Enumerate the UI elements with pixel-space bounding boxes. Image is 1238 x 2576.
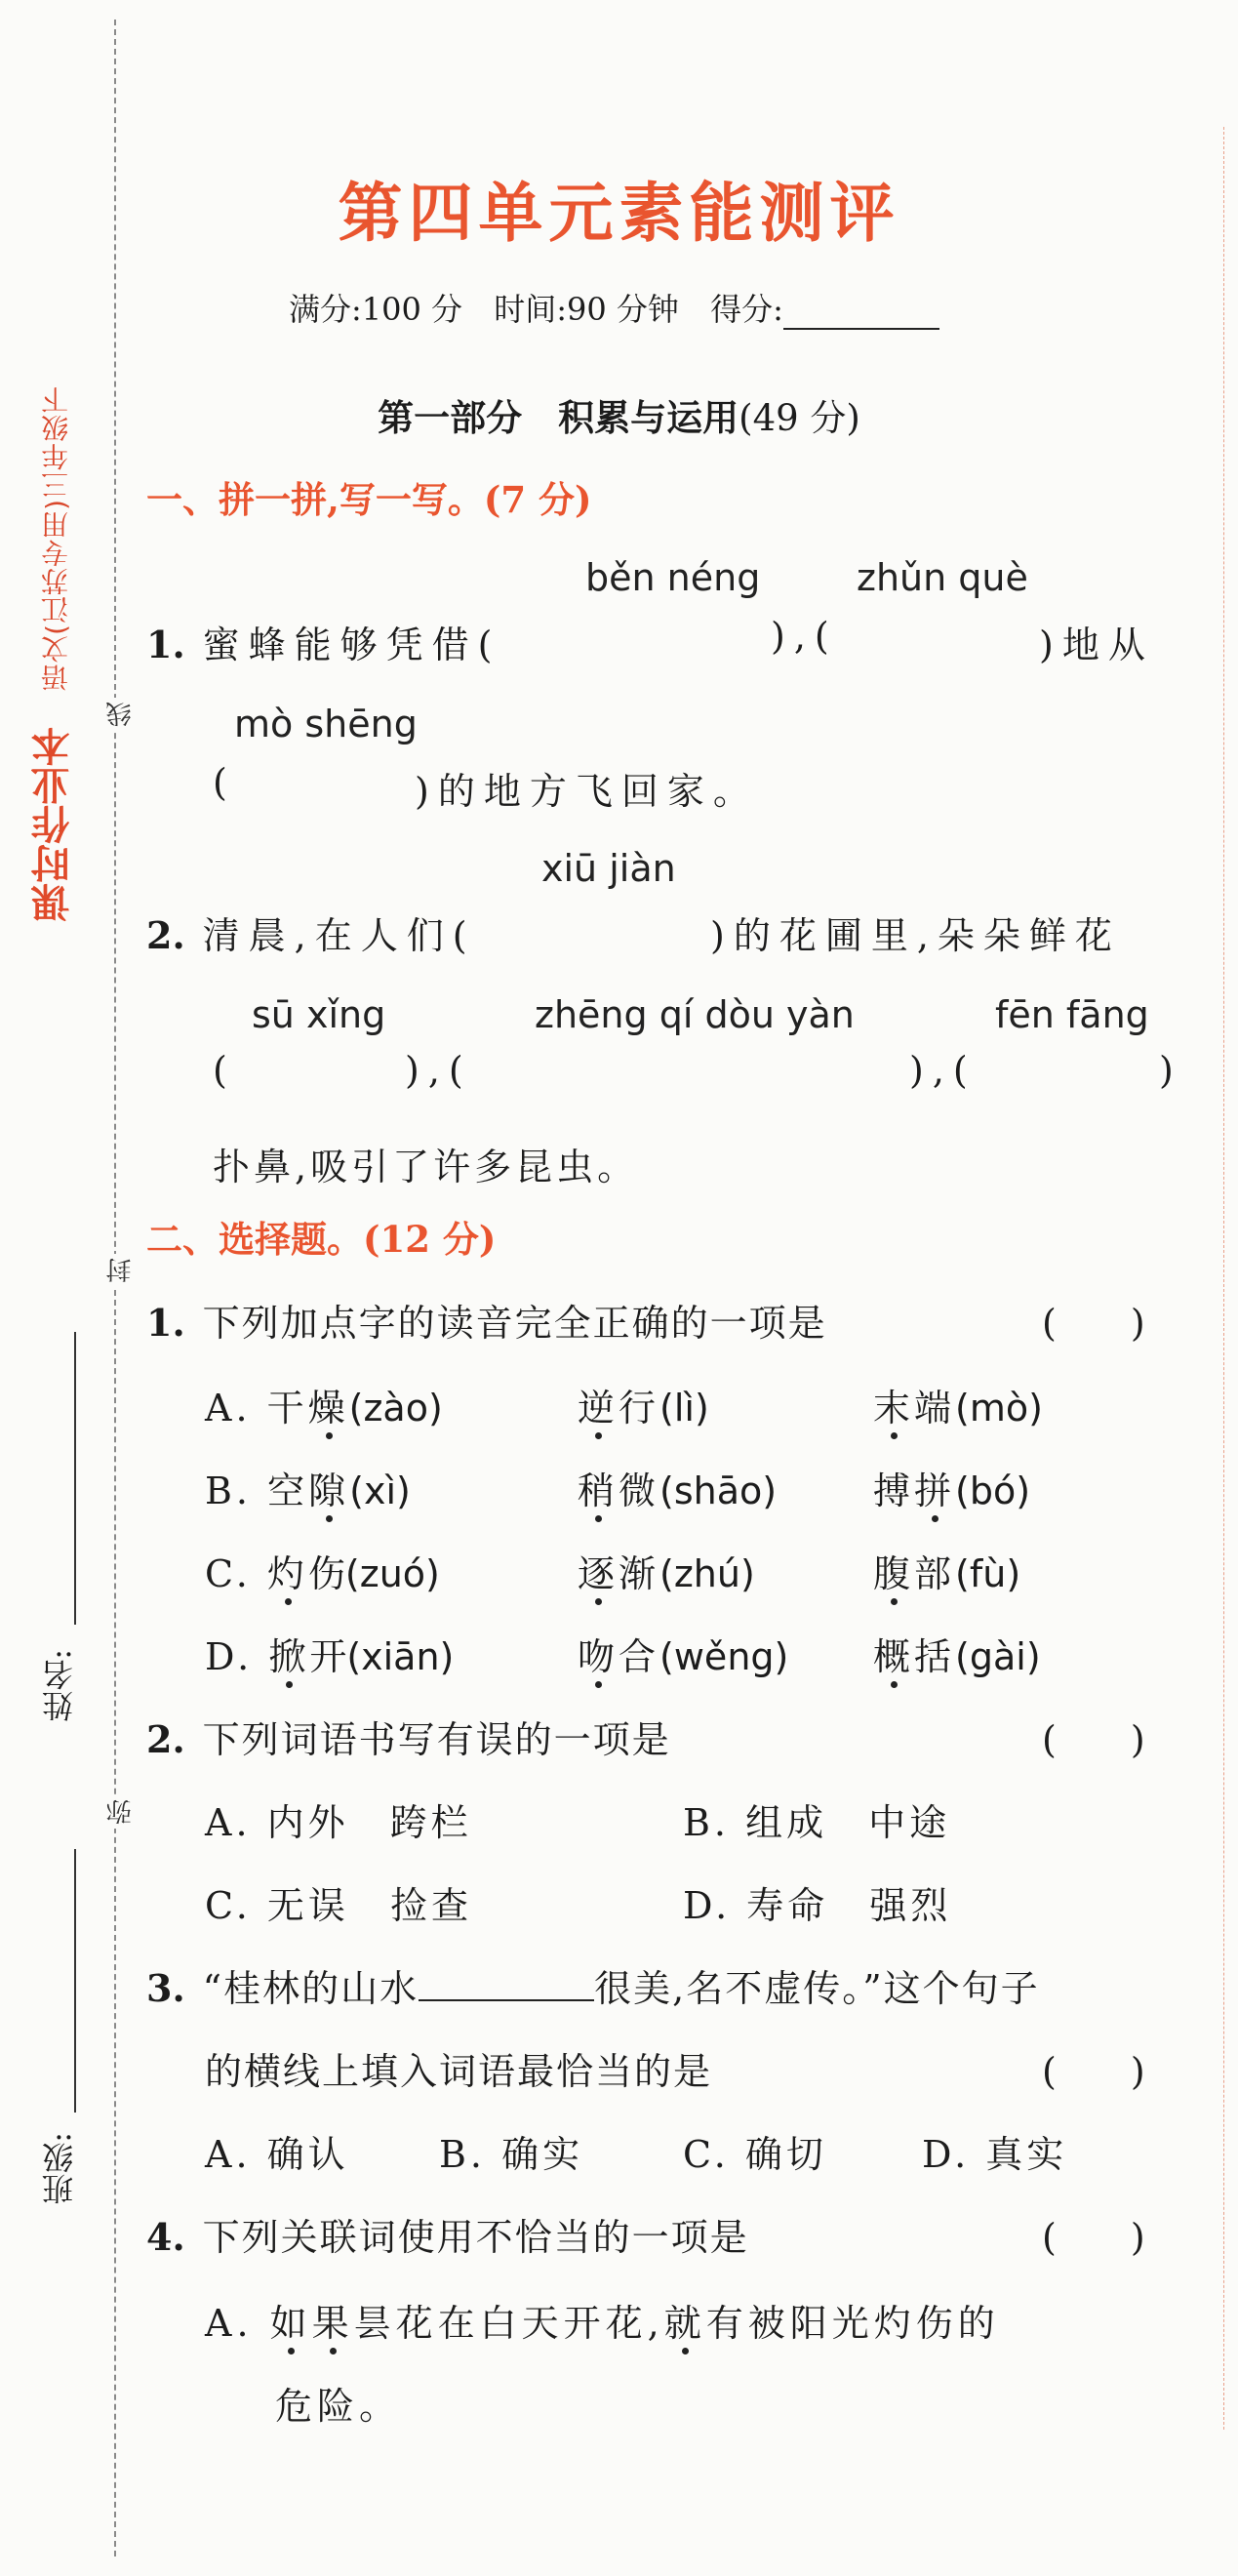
mc-q3-stem (146, 1958, 1040, 2012)
q1-text-e: )的地方飞回家。 (415, 770, 759, 813)
pinyin-xiu-jian: xiū jiàn (541, 847, 676, 890)
option-label: D. (922, 2133, 971, 2176)
q1-blank-sep: ),( (771, 615, 838, 658)
option-text: 昙花在白天开花, (353, 2302, 664, 2345)
q2-text-a: 清晨,在人们( (202, 914, 476, 957)
mc-q4-stem (146, 2207, 749, 2261)
q1-text-a: 蜜蜂能够凭借( (202, 624, 501, 666)
mc-q3-option-a (205, 2124, 349, 2178)
mc-q1-option-a3 (873, 1378, 1043, 1431)
mc-q2-number: 2. (146, 1717, 185, 1761)
mc-q1-option-b3 (873, 1461, 1030, 1514)
pinyin-su-xing: sū xǐng (252, 993, 386, 1036)
dotted-char: 如 (269, 2302, 312, 2345)
mc-q1-option-b2 (578, 1461, 777, 1514)
mc-q4-number: 4. (146, 2215, 185, 2259)
option-label: A. (205, 2302, 254, 2345)
option-word: 强烈 (869, 1884, 952, 1927)
option-word: 组成 (745, 1801, 828, 1844)
exam-time: 时间:90 分钟 (494, 291, 679, 328)
option-pinyin: (gài) (955, 1635, 1041, 1678)
option-pinyin: (wěng) (659, 1635, 789, 1678)
mc-q4-answer-paren[interactable]: ( ) (1042, 2216, 1145, 2259)
mc-q2-option-c (205, 1875, 472, 1929)
mc-q3-text-a: “桂林的山水 (202, 1967, 419, 2010)
pinyin-mo-sheng: mò shēng (234, 703, 418, 745)
cut-label-close: 弥 (102, 1795, 139, 1829)
name-write-line[interactable] (74, 1332, 76, 1625)
mc-q1-answer-paren[interactable]: ( ) (1042, 1302, 1145, 1345)
cut-label-line: 线 (102, 698, 139, 731)
q1-line1 (146, 615, 501, 668)
option-label: B. (683, 1801, 731, 1844)
option-char: 渐 (619, 1552, 660, 1595)
option-char: 括 (914, 1635, 956, 1678)
dotted-char: 掀 (268, 1635, 310, 1678)
brand-logo: 课时作业本 (31, 727, 76, 922)
dotted-char: 灼 (266, 1552, 308, 1595)
exam-meta (289, 285, 961, 330)
q1-number: 1. (146, 623, 185, 666)
q2-blank-sep2: ),( (909, 1049, 977, 1092)
mc-q1-text: 下列加点字的读音完全正确的一项是 (202, 1302, 827, 1345)
option-char: 微 (619, 1469, 660, 1512)
option-pinyin: (zhú) (659, 1552, 755, 1595)
mc-q4-option-a-cont: 危险。 (275, 2385, 402, 2428)
dotted-char: 概 (873, 1635, 915, 1678)
dotted-char: 拼 (914, 1469, 956, 1512)
mc-q3-answer-paren[interactable]: ( ) (1042, 2050, 1145, 2093)
option-label: B. (205, 1469, 253, 1512)
q2-number: 2. (146, 913, 185, 957)
option-char: 干 (266, 1387, 308, 1429)
dotted-char: 果 (311, 2302, 354, 2345)
option-label: A. (205, 1801, 252, 1844)
option-word: 确切 (744, 2133, 827, 2176)
dotted-char: 逐 (578, 1552, 619, 1595)
q2-blank-sep1: ),( (405, 1049, 472, 1092)
cut-label-seal: 封 (102, 1254, 139, 1287)
mc-q4-text: 下列关联词使用不恰当的一项是 (202, 2216, 749, 2259)
option-label: A. (205, 2133, 252, 2176)
mc-q3-fill-blank[interactable] (419, 1970, 594, 2001)
part-one-points: (49 分) (739, 397, 860, 439)
option-word: 跨栏 (389, 1801, 472, 1844)
q2-blank-close: ) (1159, 1049, 1182, 1092)
q2-line1 (146, 906, 476, 959)
option-label: D. (683, 1884, 732, 1927)
mc-q2-stem (146, 1710, 671, 1763)
mc-q3-number: 3. (146, 1966, 185, 2010)
option-pinyin: (shāo) (659, 1469, 778, 1512)
pinyin-fen-fang: fēn fāng (995, 993, 1149, 1036)
pinyin-zheng-qi-dou-yan: zhēng qí dòu yàn (535, 993, 855, 1036)
page-title: 第四单元素能测评 (338, 175, 900, 251)
dotted-char: 腹 (873, 1552, 915, 1595)
section-one-title: 一、拼一拼,写一写。(7 分) (146, 478, 592, 521)
right-margin-dashed-line (1223, 127, 1224, 2430)
score-total: 满分:100 分 (289, 291, 463, 328)
mc-q2-answer-paren[interactable]: ( ) (1042, 1718, 1145, 1761)
option-word: 无误 (266, 1884, 349, 1927)
mc-q3-option-d (922, 2124, 1067, 2178)
mc-q1-number: 1. (146, 1301, 185, 1345)
class-label: 班级: (41, 2132, 78, 2205)
book-subtitle: 语文(江苏专用)三年级下 (40, 385, 72, 692)
mc-q1-option-d3 (873, 1627, 1041, 1680)
option-word: 确实 (501, 2133, 584, 2176)
dotted-char: 燥 (307, 1387, 349, 1429)
mc-q1-option-b (205, 1461, 411, 1514)
option-pinyin: (xì) (349, 1469, 411, 1512)
option-pinyin: 伤(zuó) (307, 1552, 440, 1595)
q2-blank-open: ( (213, 1049, 236, 1092)
mc-q3-option-c (683, 2124, 827, 2178)
option-pinyin: (bó) (955, 1469, 1031, 1512)
mc-q1-option-c3 (873, 1544, 1020, 1597)
mc-q3-option-b (439, 2124, 583, 2178)
option-pinyin: 开(xiān) (309, 1635, 455, 1678)
mc-q2-option-b (683, 1792, 950, 1846)
dotted-char: 隙 (308, 1469, 350, 1512)
part-one-name: 第一部分 积累与运用 (378, 396, 739, 439)
option-label: C. (205, 1552, 252, 1595)
part-one-title (0, 388, 1238, 441)
mc-q2-text: 下列词语书写有误的一项是 (202, 1718, 671, 1761)
option-pinyin: (mò) (955, 1387, 1043, 1429)
mc-q1-stem (146, 1293, 827, 1347)
pinyin-zhun-que: zhǔn què (857, 556, 1028, 599)
option-char: 端 (914, 1387, 956, 1429)
option-word: 寿命 (746, 1884, 829, 1927)
option-pinyin: (fù) (955, 1552, 1021, 1595)
score-label: 得分: (710, 291, 783, 328)
q2-text-b: )的花圃里,朵朵鲜花 (710, 914, 1121, 957)
mc-q2-option-a (205, 1792, 472, 1846)
option-char: 搏 (873, 1469, 915, 1512)
option-char: 空 (267, 1469, 309, 1512)
mc-q4-option-a (205, 2293, 1000, 2347)
score-blank[interactable] (783, 299, 939, 330)
option-pinyin: (zào) (348, 1387, 443, 1429)
dotted-char: 末 (873, 1387, 915, 1429)
option-char: 合 (619, 1635, 660, 1678)
option-label: B. (439, 2133, 487, 2176)
pinyin-ben-neng: běn néng (585, 556, 761, 599)
option-label: C. (205, 1884, 252, 1927)
dotted-char: 就 (663, 2302, 706, 2345)
option-char: 部 (914, 1552, 956, 1595)
mc-q2-option-d (683, 1875, 951, 1929)
mc-q3-stem-cont: 的横线上填入词语最恰当的是 (205, 2050, 713, 2093)
option-word: 捡查 (389, 1884, 472, 1927)
option-label: A. (205, 1387, 252, 1429)
name-label: 姓名: (41, 1649, 78, 1722)
option-word: 内外 (266, 1801, 349, 1844)
mc-q1-option-c2 (578, 1544, 755, 1597)
option-word: 确认 (266, 2133, 349, 2176)
q1-blank-open: ( (213, 761, 236, 804)
class-write-line[interactable] (74, 1849, 76, 2113)
mc-q1-option-d (205, 1627, 454, 1680)
q1-text-c: )地从 (1039, 624, 1154, 666)
mc-q1-option-c (205, 1544, 440, 1597)
option-label: C. (683, 2133, 730, 2176)
option-text: 有被阳光灼伤的 (705, 2302, 1000, 2345)
mc-q3-text-b: 很美,名不虚传。”这个句子 (594, 1967, 1040, 2010)
option-word: 中途 (868, 1801, 951, 1844)
mc-q1-option-a2 (578, 1378, 709, 1431)
option-char: 行 (619, 1387, 660, 1429)
dotted-char: 逆 (578, 1387, 619, 1429)
mc-q1-option-d2 (578, 1627, 788, 1680)
q2-text-g: 扑鼻,吸引了许多昆虫。 (213, 1146, 639, 1188)
option-label: D. (205, 1635, 254, 1678)
dotted-char: 稍 (578, 1469, 619, 1512)
option-pinyin: (lì) (659, 1387, 709, 1429)
option-word: 真实 (985, 2133, 1068, 2176)
mc-q1-option-a (205, 1378, 443, 1431)
dotted-char: 吻 (578, 1635, 619, 1678)
section-two-title: 二、选择题。(12 分) (146, 1218, 497, 1261)
